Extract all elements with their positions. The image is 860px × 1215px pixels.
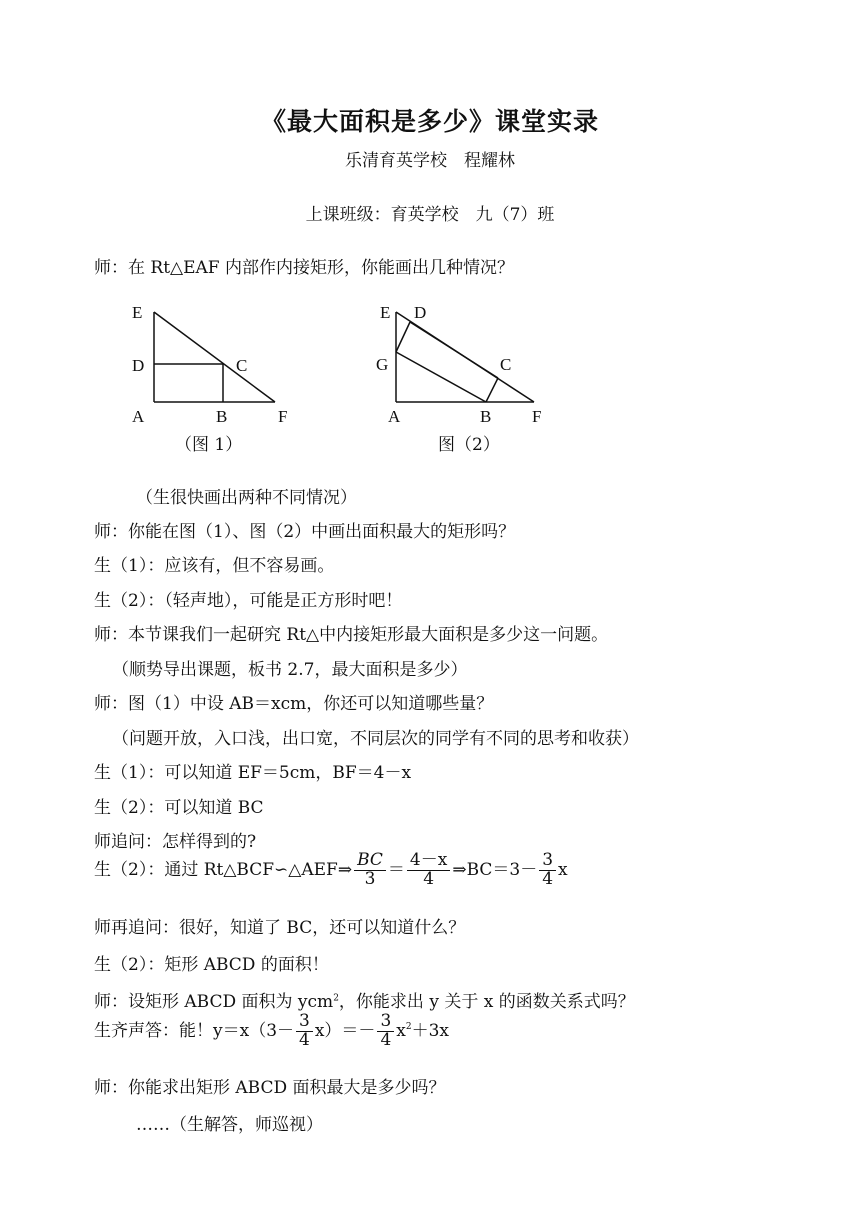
text-line: 生（2）：可以知道 BC [94, 798, 264, 818]
figure-2-diagram [372, 298, 572, 428]
figure-2-caption: 图（2） [438, 435, 500, 455]
text-line: 师：图（1）中设 AB＝xcm，你还可以知道哪些量？ [94, 694, 494, 714]
equation-prefix: 生（2）：通过 Rt△BCF∽△AEF⇒ [94, 859, 353, 880]
segment-dc [410, 322, 498, 378]
label-a: A [388, 407, 401, 426]
label-f: F [278, 407, 288, 426]
label-b: B [216, 407, 228, 426]
figure-1-caption: （图 1） [175, 435, 243, 455]
label-d: D [414, 303, 427, 322]
text-line: 生（2）：矩形 ABCD 的面积！ [94, 955, 329, 975]
equals-sign: ＝ [387, 859, 405, 880]
text-line: 生（1）：应该有，但不容易画。 [94, 556, 335, 576]
fraction-3-over-4: $\frac{3}{4}$ [539, 852, 556, 889]
text-line: （顺势导出课题，板书 2.7，最大面积是多少） [112, 660, 468, 680]
text-line: 师追问：怎样得到的? [94, 832, 257, 852]
equation-mid: ⇒BC＝3－ [452, 859, 538, 880]
label-c: C [500, 355, 512, 374]
fraction-3-over-4: $\frac{3}{4}$ [296, 1013, 313, 1050]
text-line: （生很快画出两种不同情况） [136, 488, 357, 508]
label-d: D [132, 356, 145, 375]
text-line: 生（1）：可以知道 EF＝5cm，BF＝4－x [94, 763, 412, 783]
text-line: 师：你能求出矩形 ABCD 面积最大是多少吗？ [94, 1078, 446, 1098]
label-a: A [132, 407, 145, 426]
author-line: 乐清育英学校 程耀林 [345, 151, 515, 171]
text-line: 师再追问：很好，知道了 BC，还可以知道什么？ [94, 918, 466, 938]
question-1: 师：在 Rt△EAF 内部作内接矩形，你能画出几种情况？ [94, 258, 514, 278]
label-b: B [480, 407, 492, 426]
label-c: C [236, 356, 248, 375]
segment-ef [154, 312, 275, 402]
area-question-line: 师：设矩形 ABCD 面积为 ycm$^2$，你能求出 y 关于 x 的函数关系式吗？ [94, 992, 635, 1012]
document-title: 《最大面积是多少》课堂实录 [260, 107, 599, 136]
segment-cb [486, 378, 498, 402]
text-line: ……（生解答，师巡视） [136, 1115, 323, 1135]
label-g: G [376, 355, 389, 374]
label-e: E [380, 303, 391, 322]
segment-bg [396, 352, 486, 402]
segment-gd [396, 322, 410, 352]
equation-line-bc [94, 852, 568, 889]
label-e: E [132, 303, 143, 322]
equation-suffix: x [558, 859, 568, 880]
fraction-4-minus-x-over-4: $\frac{4-x}{4}$ [407, 852, 450, 889]
class-line: 上课班级：育英学校 九（7）班 [305, 205, 555, 225]
text-line: 生（2）：（轻声地），可能是正方形时吧！ [94, 591, 403, 611]
text-line: （问题开放，入口浅，出口宽，不同层次的同学有不同的思考和收获） [112, 729, 639, 749]
text-line: 师：你能在图（1）、图（2）中画出面积最大的矩形吗？ [94, 522, 516, 542]
text-line: 师：本节课我们一起研究 Rt△中内接矩形最大面积是多少这一问题。 [94, 625, 609, 645]
fraction-bc-over-3: $\frac{BC}{3}$ [354, 852, 386, 889]
answer-equation-line: 生齐声答：能！y＝x（3－ $\frac{3}{4}$ x）＝－ $\frac{3}{4}$ $x^2+3x$ [94, 1011, 449, 1050]
figure-1-diagram [120, 298, 320, 428]
fraction-3-over-4: $\frac{3}{4}$ [377, 1013, 394, 1050]
label-f: F [532, 407, 542, 426]
